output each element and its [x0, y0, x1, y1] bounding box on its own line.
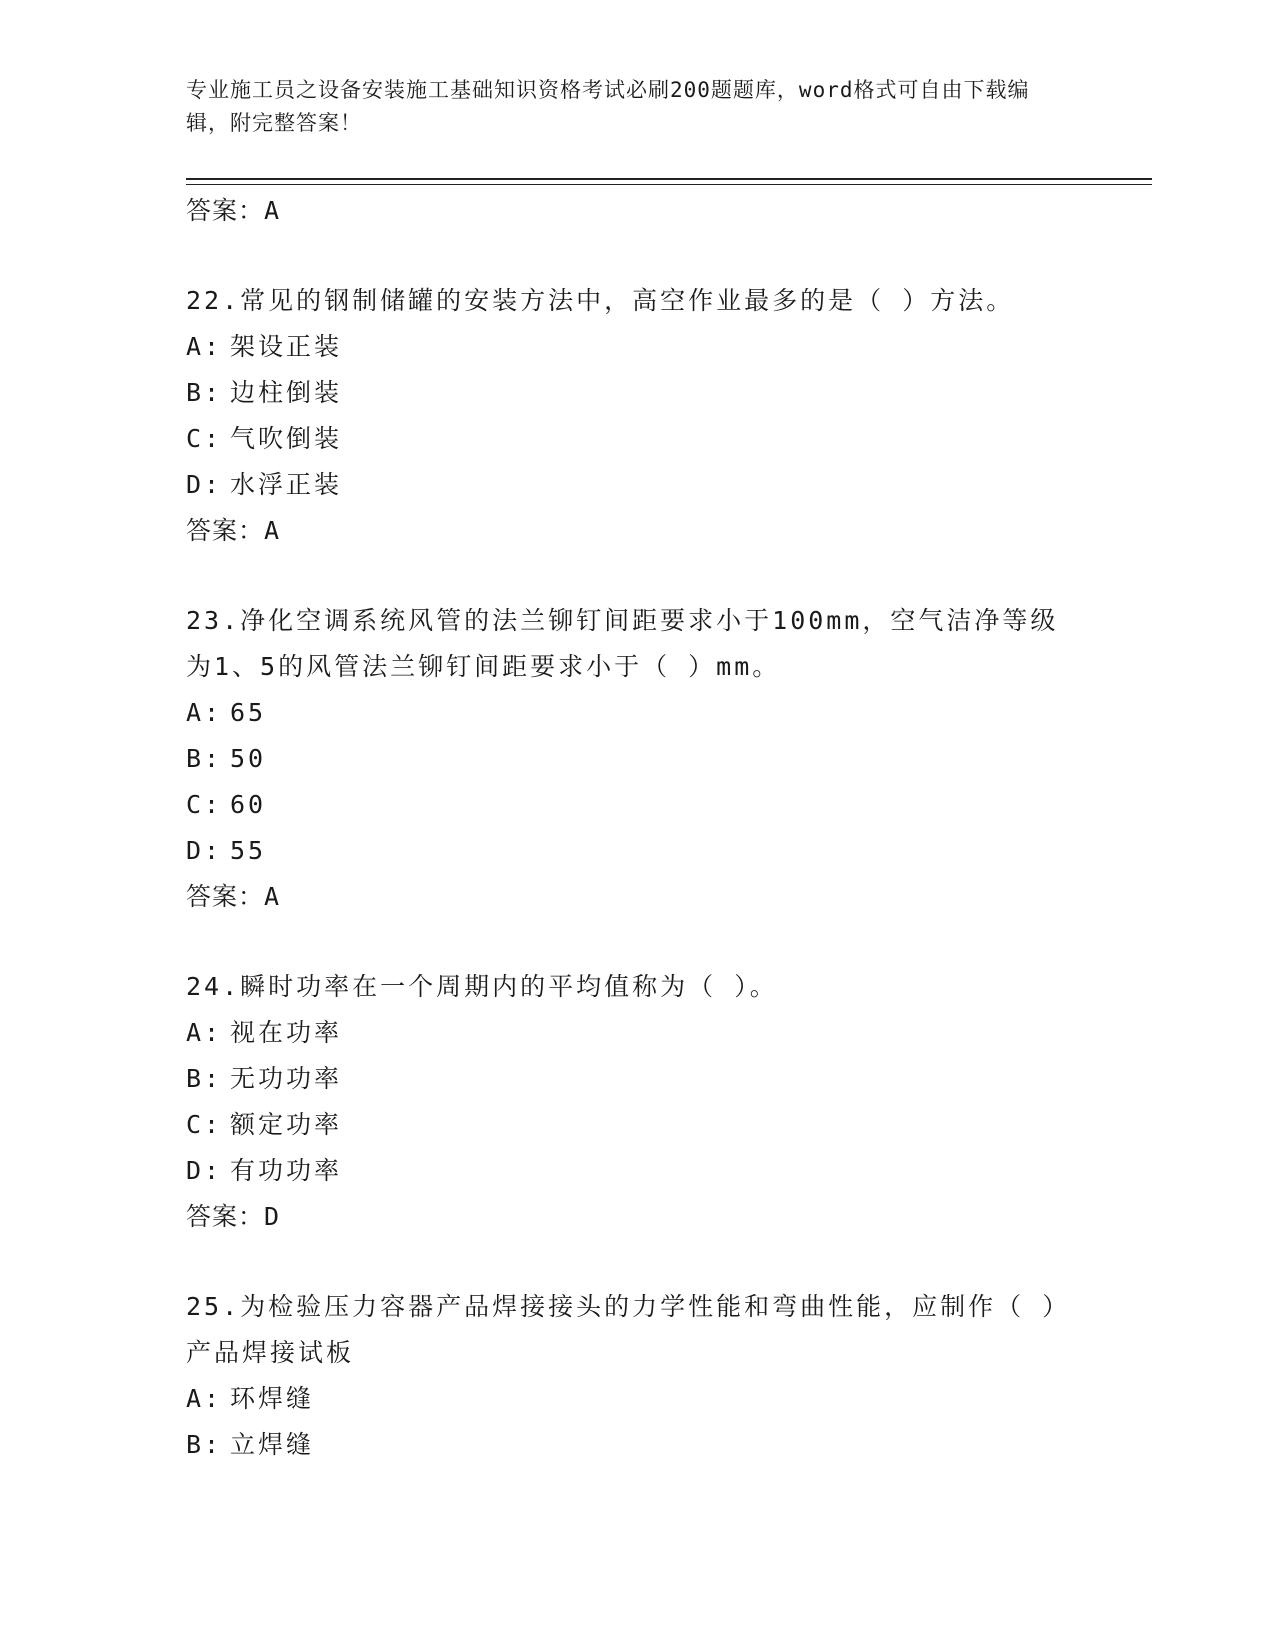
- option-key: C:: [186, 424, 223, 453]
- option-a: [186, 324, 1086, 370]
- question-answer: 答案：A: [186, 882, 281, 911]
- option-d: [186, 828, 1086, 874]
- option-text: 55: [230, 836, 267, 865]
- option-key: C:: [186, 1110, 223, 1139]
- option-text: 架设正装: [230, 332, 343, 361]
- option-key: B:: [186, 744, 223, 773]
- option-text: 环焊缝: [230, 1384, 315, 1413]
- question-stem: 24.瞬时功率在一个周期内的平均值称为（ ）。: [186, 972, 778, 1001]
- question-24: [186, 964, 1086, 1240]
- option-text: 50: [230, 744, 267, 773]
- option-key: B:: [186, 1430, 223, 1459]
- option-c: [186, 782, 1086, 828]
- option-b: [186, 1056, 1086, 1102]
- option-key: A:: [186, 698, 223, 727]
- question-stem: 25.为检验压力容器产品焊接接头的力学性能和弯曲性能，应制作（ ）产品焊接试板: [186, 1292, 1058, 1367]
- option-text: 视在功率: [230, 1018, 343, 1047]
- option-key: B:: [186, 1064, 223, 1093]
- option-text: 气吹倒装: [230, 424, 343, 453]
- option-text: 立焊缝: [230, 1430, 315, 1459]
- option-a: [186, 1376, 1086, 1422]
- option-b: [186, 736, 1086, 782]
- question-25: [186, 1284, 1086, 1468]
- option-key: D:: [186, 1156, 223, 1185]
- option-text: 额定功率: [230, 1110, 343, 1139]
- option-d: [186, 462, 1086, 508]
- question-answer: 答案：D: [186, 1202, 281, 1231]
- question-23: [186, 598, 1086, 920]
- option-a: [186, 690, 1086, 736]
- previous-answer: 答案：A: [186, 196, 281, 225]
- document-header: 专业施工员之设备安装施工基础知识资格考试必刷200题题库，word格式可自由下载编辑，附完整答案！: [186, 78, 1030, 135]
- option-c: [186, 1102, 1086, 1148]
- option-b: [186, 370, 1086, 416]
- question-stem: 22.常见的钢制储罐的安装方法中，高空作业最多的是（ ）方法。: [186, 286, 1015, 315]
- option-key: A:: [186, 1018, 223, 1047]
- option-text: 60: [230, 790, 267, 819]
- option-key: D:: [186, 836, 223, 865]
- option-text: 水浮正装: [230, 470, 343, 499]
- option-text: 无功功率: [230, 1064, 343, 1093]
- option-key: C:: [186, 790, 223, 819]
- option-text: 有功功率: [230, 1156, 343, 1185]
- question-answer: 答案：A: [186, 516, 281, 545]
- header-rule-thin: [186, 184, 1152, 185]
- header-rule-thick: [186, 178, 1152, 180]
- option-key: A:: [186, 1384, 223, 1413]
- option-a: [186, 1010, 1086, 1056]
- question-22: [186, 278, 1086, 554]
- option-key: D:: [186, 470, 223, 499]
- option-text: 65: [230, 698, 267, 727]
- option-b: [186, 1422, 1086, 1468]
- option-key: A:: [186, 332, 223, 361]
- question-list: [186, 188, 1086, 1468]
- option-text: 边柱倒装: [230, 378, 343, 407]
- option-d: [186, 1148, 1086, 1194]
- option-c: [186, 416, 1086, 462]
- question-stem: 23.净化空调系统风管的法兰铆钉间距要求小于100mm，空气洁净等级为1、5的风管法兰铆钉间距要求小于（ ）mm。: [186, 606, 1059, 681]
- option-key: B:: [186, 378, 223, 407]
